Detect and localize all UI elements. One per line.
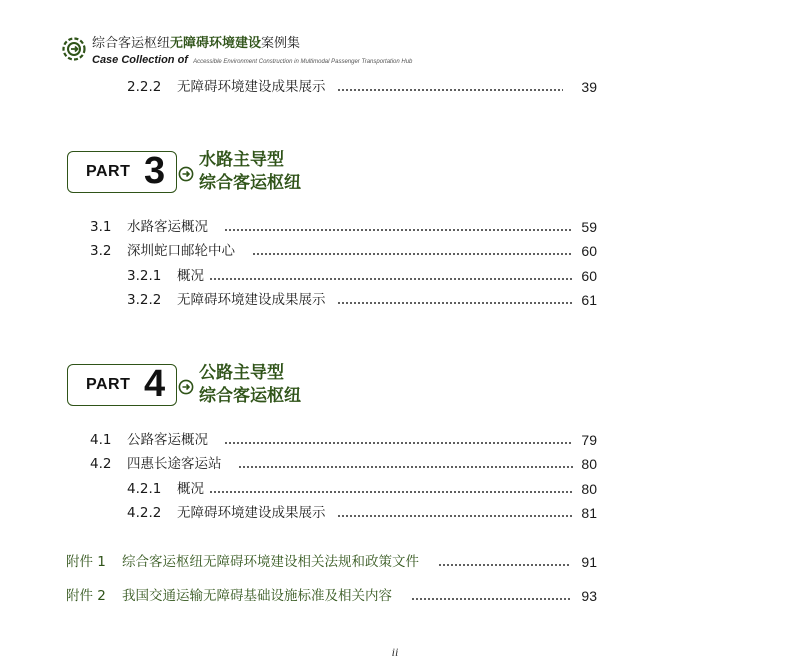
part-3-badge	[67, 151, 177, 193]
running-header	[62, 36, 482, 66]
toc-entry-title: 无障碍环境建设成果展示	[177, 292, 326, 308]
toc-entry-page: 61	[581, 292, 597, 308]
part-label: PART	[86, 163, 131, 180]
appendix-number: 附件 2	[66, 588, 106, 604]
toc-entry-title: 四惠长途客运站	[127, 456, 222, 472]
dot-leader	[411, 586, 571, 606]
toc-entry-number: 3.1	[90, 219, 112, 235]
part-3-title-line2: 综合客运枢纽	[199, 173, 301, 193]
circle-arrow-icon	[178, 379, 194, 395]
dot-leader	[337, 290, 573, 310]
toc-entry-page: 81	[581, 505, 597, 521]
toc-entry-number: 4.1	[90, 432, 112, 448]
toc-entry-number: 3.2.1	[127, 268, 162, 284]
toc-entry-page: 60	[581, 268, 597, 284]
circle-arrow-icon	[178, 166, 194, 182]
dot-leader	[337, 77, 563, 97]
part-label: PART	[86, 376, 131, 393]
dot-leader	[438, 552, 571, 572]
header-title-cn: 综合客运枢纽无障碍环境建设案例集	[92, 36, 301, 51]
part-number: 4	[144, 363, 166, 405]
toc-entry-number: 4.2	[90, 456, 112, 472]
toc-entry-title: 概况	[177, 481, 204, 497]
toc-entry-page: 60	[581, 243, 597, 259]
toc-entry[interactable]	[127, 77, 597, 97]
toc-entry-title: 概况	[177, 268, 204, 284]
appendix-title: 我国交通运输无障碍基础设施标准及相关内容	[122, 588, 392, 604]
dot-leader	[337, 503, 573, 523]
dot-leader	[238, 454, 573, 474]
part-4-badge	[67, 364, 177, 406]
dot-leader	[224, 217, 573, 237]
dot-leader	[209, 266, 573, 286]
part-3-title-line1: 水路主导型	[199, 150, 284, 170]
toc-entry-number: 4.2.2	[127, 505, 162, 521]
toc-entry[interactable]	[90, 217, 597, 237]
dot-leader	[252, 241, 573, 261]
toc-entry-number: 3.2.2	[127, 292, 162, 308]
toc-entry-page: 59	[581, 219, 597, 235]
page-number: ii	[391, 645, 399, 659]
toc-entry-page: 80	[581, 481, 597, 497]
toc-entry[interactable]	[127, 479, 597, 499]
toc-entry-title: 无障碍环境建设成果展示	[177, 505, 326, 521]
toc-entry-number: 2.2.2	[127, 79, 162, 95]
header-title-en: Case Collection of Accessible Environment Construction in Multimodal Passenger Transportation Hub	[92, 54, 413, 66]
part-4-title-line1: 公路主导型	[199, 363, 284, 383]
toc-entry[interactable]	[127, 503, 597, 523]
appendix-page: 91	[581, 554, 597, 570]
appendix-title: 综合客运枢纽无障碍环境建设相关法规和政策文件	[122, 554, 419, 570]
part-4-title-line2: 综合客运枢纽	[199, 386, 301, 406]
toc-entry-title: 水路客运概况	[127, 219, 208, 235]
toc-entry-title: 公路客运概况	[127, 432, 208, 448]
toc-entry-title: 深圳蛇口邮轮中心	[127, 243, 235, 259]
appendix-entry[interactable]	[66, 586, 597, 606]
dot-leader	[209, 479, 573, 499]
toc-entry-page: 39	[581, 79, 597, 95]
accessible-hub-logo-icon	[62, 37, 86, 61]
dot-leader	[224, 430, 573, 450]
toc-entry[interactable]	[127, 266, 597, 286]
toc-entry-page: 79	[581, 432, 597, 448]
toc-entry-number: 3.2	[90, 243, 112, 259]
toc-entry[interactable]	[90, 241, 597, 261]
appendix-number: 附件 1	[66, 554, 106, 570]
toc-entry[interactable]	[127, 290, 597, 310]
appendix-page: 93	[581, 588, 597, 604]
toc-entry-title: 无障碍环境建设成果展示	[177, 79, 326, 95]
toc-entry[interactable]	[90, 430, 597, 450]
toc-entry-number: 4.2.1	[127, 481, 162, 497]
toc-entry[interactable]	[90, 454, 597, 474]
part-number: 3	[144, 150, 166, 192]
appendix-entry[interactable]	[66, 552, 597, 572]
toc-entry-page: 80	[581, 456, 597, 472]
